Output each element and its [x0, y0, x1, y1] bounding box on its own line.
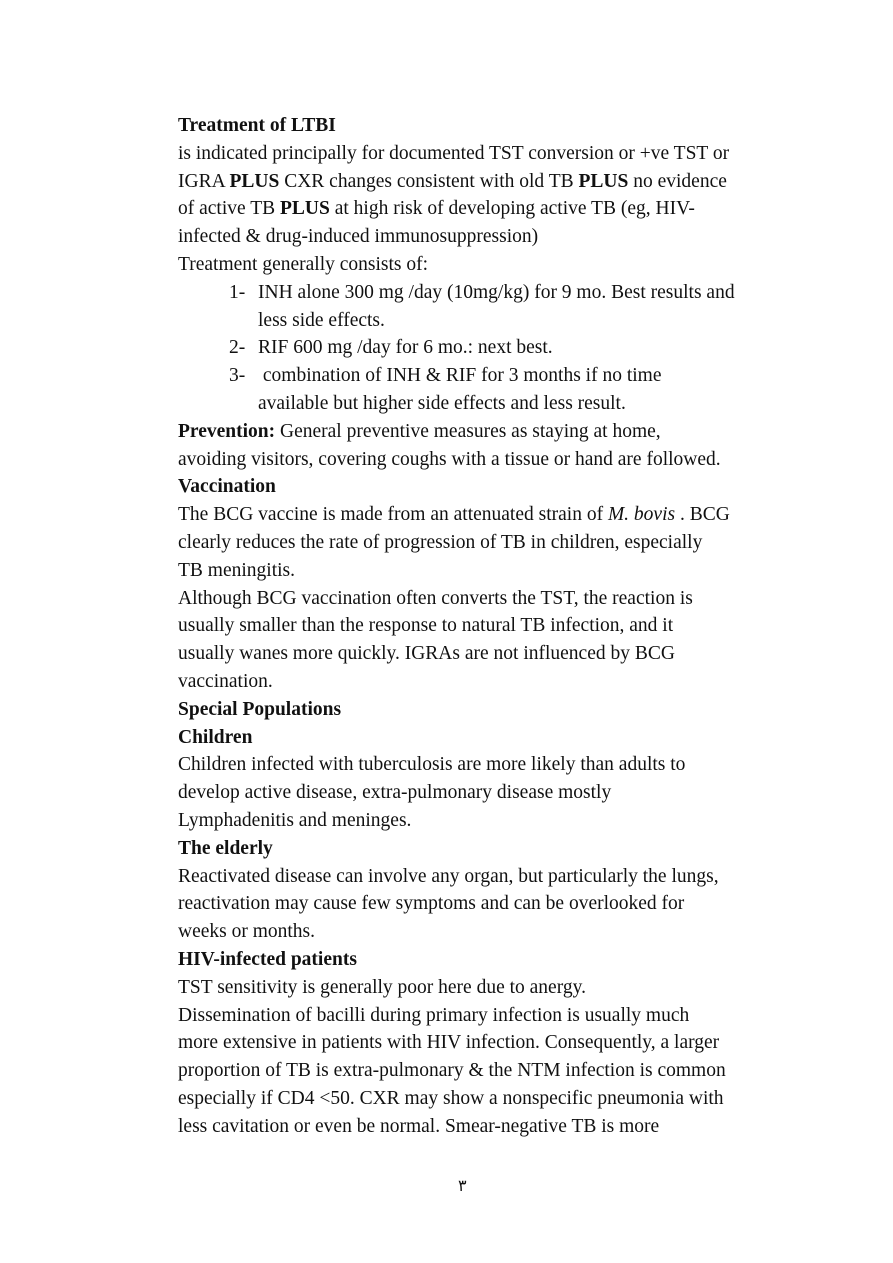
paragraph-line: of active TB PLUS at high risk of developing active TB (eg, HIV-	[178, 198, 695, 220]
list-item: 2- RIF 600 mg /day for 6 mo.: next best.	[229, 337, 553, 359]
prevention-label: Prevention:	[178, 420, 276, 442]
paragraph-line: The BCG vaccine is made from an attenuated strain of M. bovis . BCG	[178, 504, 730, 526]
list-item-continuation: available but higher side effects and less result.	[258, 392, 626, 414]
list-item-continuation: less side effects.	[258, 309, 385, 331]
subheading-children: Children	[178, 726, 253, 748]
paragraph-line: avoiding visitors, covering coughs with a tissue or hand are followed.	[178, 448, 721, 470]
paragraph-line: IGRA PLUS CXR changes consistent with old TB PLUS no evidence	[178, 170, 727, 192]
paragraph-line: develop active disease, extra-pulmonary disease mostly	[178, 782, 612, 804]
paragraph-line: weeks or months.	[178, 921, 316, 943]
subheading-elderly: The elderly	[178, 837, 273, 859]
page-number: ٣	[458, 1176, 467, 1195]
paragraph-line: usually wanes more quickly. IGRAs are not influenced by BCG	[178, 643, 675, 665]
list-item: 3- combination of INH & RIF for 3 months if no time	[229, 365, 662, 387]
paragraph-line: Lymphadenitis and meninges.	[178, 809, 412, 831]
paragraph-line: especially if CD4 <50. CXR may show a nonspecific pneumonia with	[178, 1087, 724, 1109]
paragraph-line: reactivation may cause few symptoms and can be overlooked for	[178, 893, 685, 915]
paragraph-line: less cavitation or even be normal. Smear-negative TB is more	[178, 1115, 660, 1137]
list-item: 1- INH alone 300 mg /day (10mg/kg) for 9 mo. Best results and	[229, 281, 735, 303]
section-heading-ltbi: Treatment of LTBI	[178, 115, 336, 136]
paragraph-line: Treatment generally consists of:	[178, 253, 429, 275]
section-heading-special-populations: Special Populations	[178, 698, 342, 720]
paragraph-line: clearly reduces the rate of progression of TB in children, especially	[178, 531, 703, 553]
paragraph-line: TB meningitis.	[178, 559, 295, 581]
paragraph-line: vaccination.	[178, 670, 273, 692]
document-body	[178, 112, 778, 1140]
paragraph-line: Reactivated disease can involve any organ, but particularly the lungs,	[178, 865, 719, 887]
paragraph-line: proportion of TB is extra-pulmonary & the NTM infection is common	[178, 1060, 726, 1082]
paragraph-line: infected & drug-induced immunosuppression)	[178, 226, 539, 248]
section-heading-vaccination: Vaccination	[178, 476, 276, 498]
subheading-hiv: HIV-infected patients	[178, 948, 357, 970]
paragraph-line: TST sensitivity is generally poor here due to anergy.	[178, 976, 586, 998]
paragraph-line: is indicated principally for documented TST conversion or +ve TST or	[178, 142, 730, 164]
paragraph-line: Although BCG vaccination often converts the TST, the reaction is	[178, 587, 693, 609]
paragraph-line: Prevention: General preventive measures as staying at home,	[178, 420, 661, 442]
paragraph-line: usually smaller than the response to natural TB infection, and it	[178, 615, 674, 637]
paragraph-line: more extensive in patients with HIV infection. Consequently, a larger	[178, 1032, 720, 1054]
paragraph-line: Children infected with tuberculosis are more likely than adults to	[178, 754, 686, 776]
paragraph-line: Dissemination of bacilli during primary infection is usually much	[178, 1004, 690, 1026]
